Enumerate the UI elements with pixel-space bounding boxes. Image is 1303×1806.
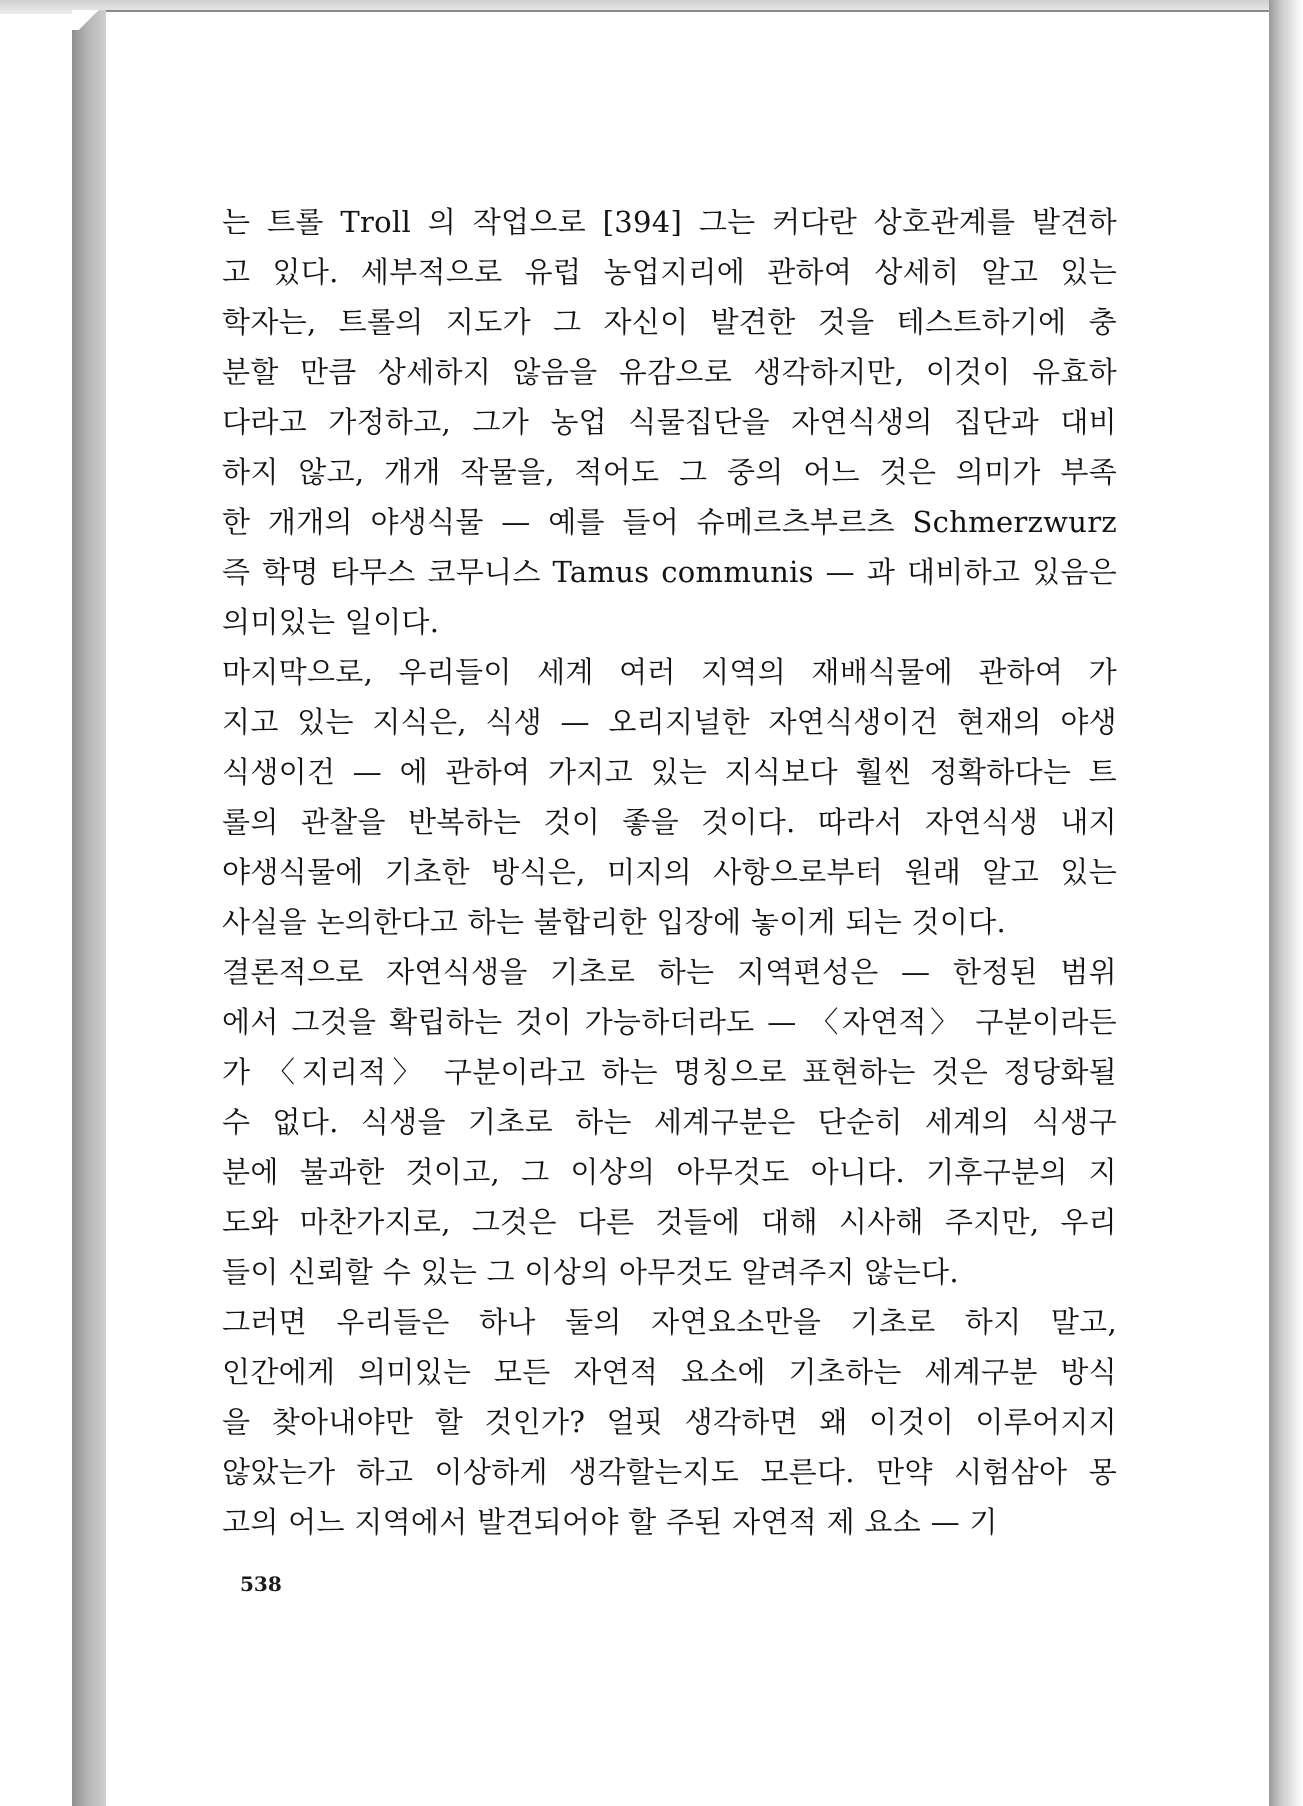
text-line: 인간에게 의미있는 모든 자연적 요소에 기초하는 세계구분 방식 bbox=[222, 1355, 1117, 1389]
text-line: 사실을 논의한다고 하는 불합리한 입장에 놓이게 되는 것이다. bbox=[222, 905, 1006, 939]
text-line: 식생이건 — 에 관하여 가지고 있는 지식보다 훨씬 정확하다는 트 bbox=[222, 755, 1117, 789]
text-line: 도와 마찬가지로, 그것은 다른 것들에 대해 시사해 주지만, 우리 bbox=[222, 1205, 1117, 1239]
text-line: 하지 않고, 개개 작물을, 적어도 그 중의 어느 것은 의미가 부족 bbox=[222, 455, 1117, 489]
text-line: 그러면 우리들은 하나 둘의 자연요소만을 기초로 하지 말고, bbox=[222, 1305, 1117, 1339]
text-line: 고 있다. 세부적으로 유럽 농업지리에 관하여 상세히 알고 있는 bbox=[222, 255, 1117, 289]
paragraph bbox=[222, 197, 1117, 647]
text-line: 롤의 관찰을 반복하는 것이 좋을 것이다. 따라서 자연식생 내지 bbox=[222, 805, 1117, 839]
paragraph bbox=[222, 1297, 1117, 1547]
text-line: 수 없다. 식생을 기초로 하는 세계구분은 단순히 세계의 식생구 bbox=[222, 1105, 1117, 1139]
text-line: 결론적으로 자연식생을 기초로 하는 지역편성은 — 한정된 범위 bbox=[222, 955, 1117, 989]
text-line: 한 개개의 야생식물 — 예를 들어 슈메르츠부르츠 Schmerzwurz bbox=[222, 505, 1117, 539]
page-number: 538 bbox=[240, 1572, 282, 1596]
text-line: 의미있는 일이다. bbox=[222, 605, 440, 639]
text-line: 분할 만큼 상세하지 않음을 유감으로 생각하지만, 이것이 유효하 bbox=[222, 355, 1117, 389]
body-text bbox=[222, 197, 1117, 1547]
text-line: 는 트롤 Troll 의 작업으로 [394] 그는 커다란 상호관계를 발견하 bbox=[222, 205, 1117, 239]
text-line: 마지막으로, 우리들이 세계 여러 지역의 재배식물에 관하여 가 bbox=[222, 655, 1117, 689]
text-line: 야생식물에 기초한 방식은, 미지의 사항으로부터 원래 알고 있는 bbox=[222, 855, 1117, 889]
text-line: 에서 그것을 확립하는 것이 가능하더라도 — 〈자연적〉 구분이라든 bbox=[222, 1005, 1117, 1039]
text-line: 않았는가 하고 이상하게 생각할는지도 모른다. 만약 시험삼아 몽 bbox=[222, 1455, 1117, 1489]
text-line: 지고 있는 지식은, 식생 — 오리지널한 자연식생이건 현재의 야생 bbox=[222, 705, 1117, 739]
text-line: 즉 학명 타무스 코무니스 Tamus communis — 과 대비하고 있음은 bbox=[222, 555, 1117, 589]
text-line: 다라고 가정하고, 그가 농업 식물집단을 자연식생의 집단과 대비 bbox=[222, 405, 1117, 439]
text-line: 들이 신뢰할 수 있는 그 이상의 아무것도 알려주지 않는다. bbox=[222, 1255, 959, 1289]
text-line: 고의 어느 지역에서 발견되어야 할 주된 자연적 제 요소 — 기 bbox=[222, 1505, 998, 1539]
paragraph bbox=[222, 647, 1117, 947]
book-spine bbox=[72, 10, 108, 1806]
text-line: 가 〈지리적〉 구분이라고 하는 명칭으로 표현하는 것은 정당화될 bbox=[222, 1055, 1117, 1089]
text-line: 을 찾아내야만 할 것인가? 얼핏 생각하면 왜 이것이 이루어지지 bbox=[222, 1405, 1117, 1439]
text-line: 분에 불과한 것이고, 그 이상의 아무것도 아니다. 기후구분의 지 bbox=[222, 1155, 1117, 1189]
page-edge-shadow bbox=[1269, 0, 1303, 1806]
text-line: 학자는, 트롤의 지도가 그 자신이 발견한 것을 테스트하기에 충 bbox=[222, 305, 1117, 339]
paragraph bbox=[222, 947, 1117, 1297]
